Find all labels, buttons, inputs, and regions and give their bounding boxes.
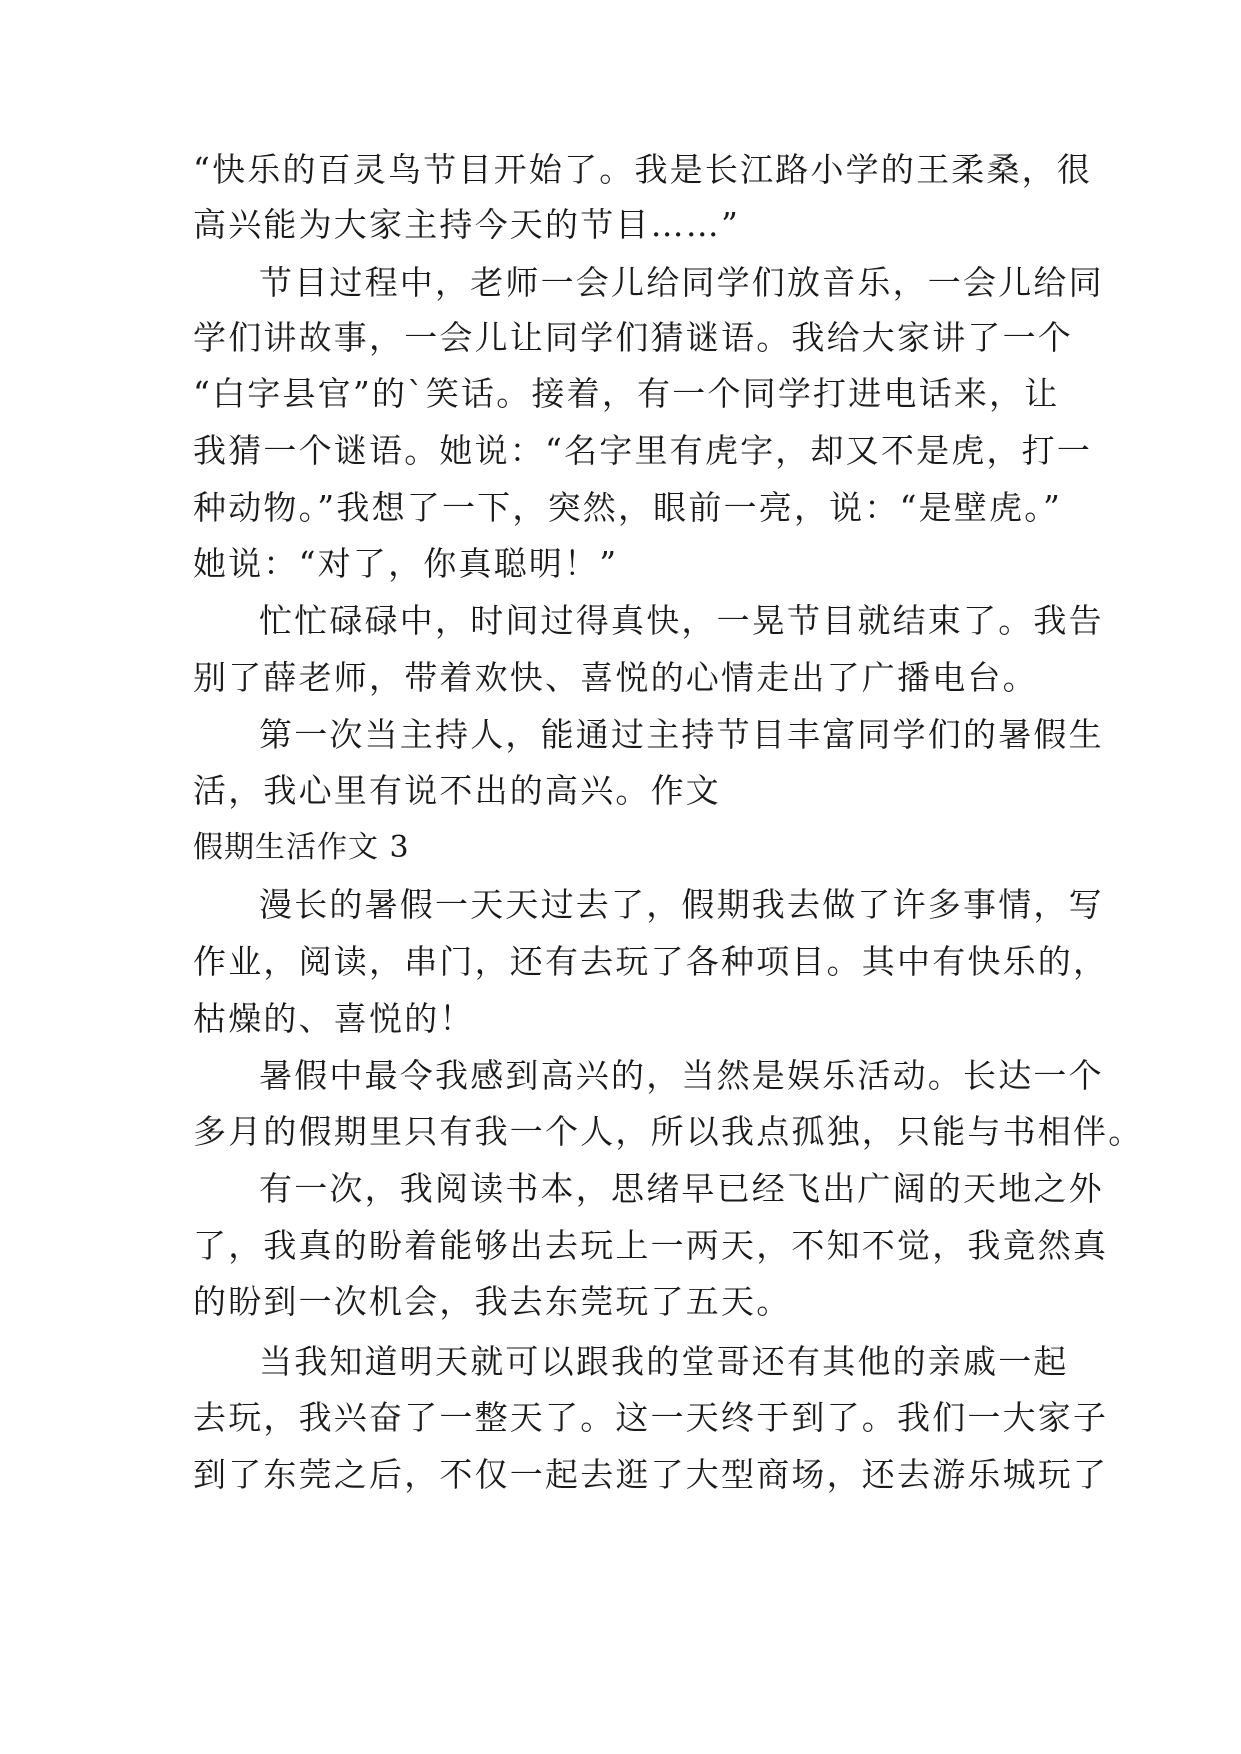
text-line: 漫长的暑假一天天过去了，假期我去做了许多事情，写 <box>259 885 1104 924</box>
text-line: 多月的假期里只有我一个人，所以我点孤独，只能与书相伴。 <box>193 1112 1144 1151</box>
text-line: 作业，阅读，串门，还有去玩了各种项目。其中有快乐的， <box>193 942 1109 981</box>
text-line: 到了东莞之后，不仅一起去逛了大型商场，还去游乐城玩了 <box>193 1455 1109 1494</box>
text-line: 种动物。”我想了一下，突然，眼前一亮，说：“是壁虎。” <box>193 488 1063 527</box>
text-line: “快乐的百灵鸟节目开始了。我是长江路小学的王柔桑，很 <box>193 150 1093 189</box>
text-line: 活，我心里有说不出的高兴。作文 <box>193 771 721 810</box>
text-line: 高兴能为大家主持今天的节目……” <box>193 205 741 244</box>
text-line: 她说：“对了，你真聪明！” <box>193 544 619 583</box>
text-line: “白字县官”的`笑话。接着，有一个同学打进电话来，让 <box>193 374 1060 413</box>
text-line: 有一次，我阅读书本，思绪早已经飞出广阔的天地之外 <box>259 1169 1104 1208</box>
text-line: 节目过程中，老师一会儿给同学们放音乐，一会儿给同 <box>259 263 1104 302</box>
text-line: 枯燥的、喜悦的！ <box>193 999 475 1038</box>
text-line: 学们讲故事，一会儿让同学们猜谜语。我给大家讲了一个 <box>193 318 1073 357</box>
text-line: 了，我真的盼着能够出去玩上一两天，不知不觉，我竟然真 <box>193 1226 1109 1265</box>
text-line: 暑假中最令我感到高兴的，当然是娱乐活动。长达一个 <box>259 1056 1104 1095</box>
text-line: 忙忙碌碌中，时间过得真快，一晃节目就结束了。我告 <box>259 601 1104 640</box>
text-line: 我猜一个谜语。她说：“名字里有虎字，却又不是虎，打一 <box>193 431 1093 470</box>
text-line: 当我知道明天就可以跟我的堂哥还有其他的亲戚一起 <box>259 1342 1069 1381</box>
text-line: 去玩，我兴奋了一整天了。这一天终于到了。我们一大家子 <box>193 1398 1109 1437</box>
text-line: 的盼到一次机会，我去东莞玩了五天。 <box>193 1282 792 1321</box>
section-heading: 假期生活作文 3 <box>193 830 410 865</box>
text-line: 别了薛老师，带着欢快、喜悦的心情走出了广播电台。 <box>193 658 1038 697</box>
text-line: 第一次当主持人，能通过主持节目丰富同学们的暑假生 <box>259 715 1104 754</box>
